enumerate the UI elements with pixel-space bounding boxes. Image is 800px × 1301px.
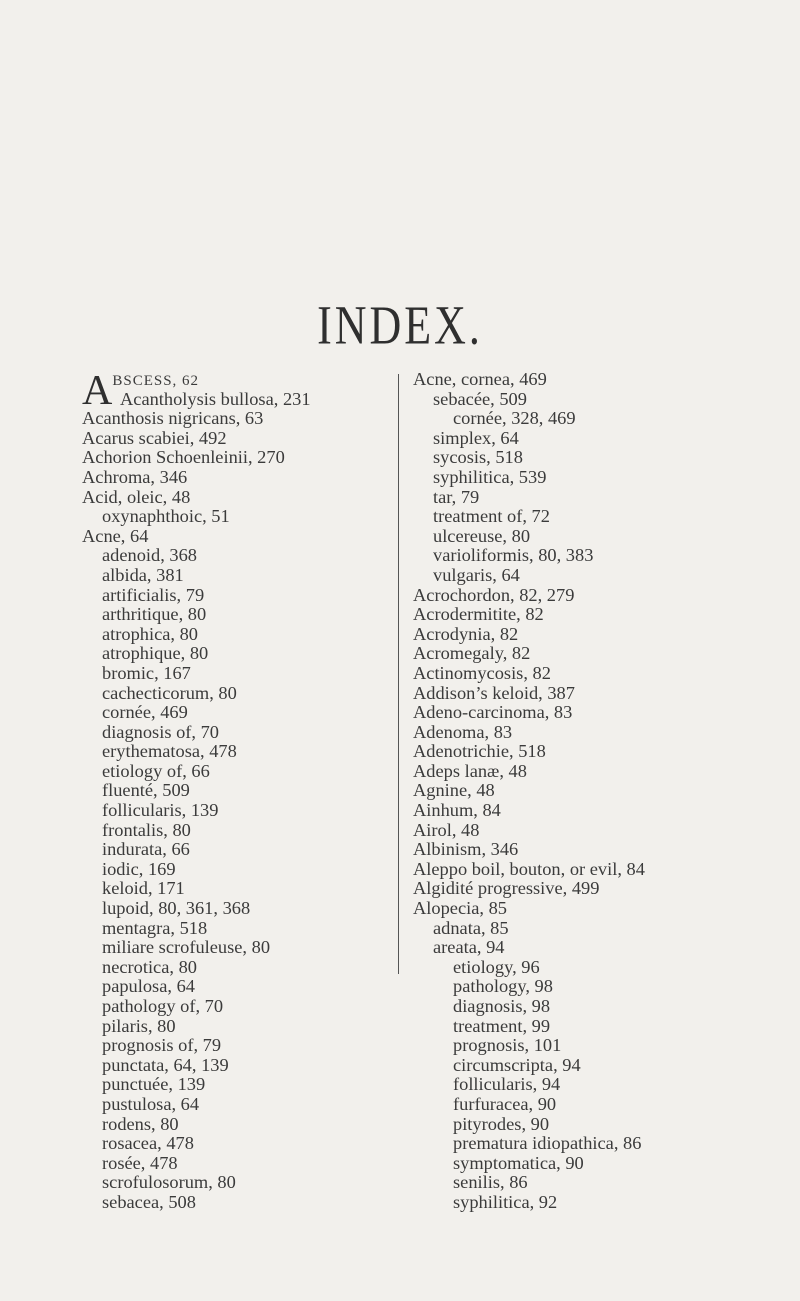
index-entry: Adeno-carcinoma, 83 [413, 702, 573, 723]
index-subentry: pilaris, 80 [102, 1015, 176, 1036]
index-entry: Algidité progressive, 499 [413, 878, 600, 899]
index-subentry: sycosis, 518 [433, 447, 523, 468]
index-subentry: adnata, 85 [433, 917, 509, 938]
column-divider [398, 374, 399, 974]
index-subentry: follicularis, 139 [102, 800, 219, 821]
index-subentry: bromic, 167 [102, 662, 191, 683]
index-subentry: treatment, 99 [453, 1015, 551, 1036]
index-subentry: keloid, 171 [102, 878, 185, 899]
index-subentry: mentagra, 518 [102, 917, 208, 938]
index-subentry: cornée, 328, 469 [453, 408, 576, 429]
index-subentry: furfuracea, 90 [453, 1093, 557, 1114]
index-subentry: artificialis, 79 [102, 584, 205, 605]
index-subentry: follicularis, 94 [453, 1074, 561, 1095]
page-title: INDEX. [317, 294, 483, 357]
index-entry: Acrodermitite, 82 [413, 604, 544, 625]
index-subentry: diagnosis, 98 [453, 996, 551, 1016]
index-entry: Adenoma, 83 [413, 721, 513, 742]
index-subentry: punctata, 64, 139 [102, 1054, 229, 1075]
index-entry: Aleppo boil, bouton, or evil, 84 [413, 858, 645, 879]
index-entry: Achroma, 346 [82, 466, 188, 487]
index-entry-list [82, 409, 394, 1212]
index-subentry: pustulosa, 64 [102, 1093, 200, 1114]
index-subentry: cornée, 469 [102, 702, 188, 723]
index-subentry: prematura idiopathica, 86 [453, 1133, 642, 1154]
index-subentry: varioliformis, 80, 383 [433, 545, 594, 566]
index-subentry: indurata, 66 [102, 839, 190, 860]
index-subentry: scrofulosorum, 80 [102, 1172, 236, 1193]
index-entry: Acarus scabiei, 492 [82, 427, 227, 448]
index-entry-list [413, 370, 798, 1213]
index-column-left [82, 370, 394, 1213]
index-subentry: pathology of, 70 [102, 996, 224, 1016]
index-entry: Adenotrichie, 518 [413, 741, 546, 762]
index-subentry: etiology of, 66 [102, 760, 210, 781]
drop-cap: A [82, 368, 113, 414]
index-entry: Acrodynia, 82 [413, 623, 519, 644]
index-subentry: erythematosa, 478 [102, 741, 237, 762]
index-entry: Acrochordon, 82, 279 [413, 584, 575, 605]
index-subentry: simplex, 64 [433, 427, 519, 448]
index-subentry: tar, 79 [433, 486, 480, 507]
index-subentry: frontalis, 80 [102, 819, 191, 840]
index-subentry: atrophica, 80 [102, 623, 199, 644]
index-subentry: necrotica, 80 [102, 956, 197, 977]
index-subentry: diagnosis of, 70 [102, 721, 219, 742]
index-subentry: vulgaris, 64 [433, 564, 520, 585]
index-entry: Acanthosis nigricans, 63 [82, 408, 264, 429]
index-entry: Acromegaly, 82 [413, 643, 531, 664]
index-subentry: ulcereuse, 80 [433, 525, 531, 546]
index-subentry: pathology, 98 [453, 976, 553, 997]
index-subentry: areata, 94 [433, 937, 505, 958]
index-subentry: albida, 381 [102, 564, 184, 585]
index-subentry: rosacea, 478 [102, 1133, 194, 1154]
index-subentry: atrophique, 80 [102, 643, 209, 664]
index-subentry: circumscripta, 94 [453, 1054, 581, 1075]
index-subentry: prognosis, 101 [453, 1035, 562, 1056]
index-subentry: miliare scrofuleuse, 80 [102, 937, 271, 958]
index-subentry: iodic, 169 [102, 858, 176, 879]
index-subentry: syphilitica, 539 [433, 466, 547, 487]
index-subentry: senilis, 86 [453, 1172, 528, 1193]
index-subentry: oxynaphthoic, 51 [102, 506, 230, 527]
index-subentry: etiology, 96 [453, 956, 540, 977]
index-subentry: fluenté, 509 [102, 780, 190, 801]
index-subentry: arthritique, 80 [102, 604, 207, 625]
entry-text: BSCESS, 62 [112, 373, 200, 389]
index-subentry: symptomatica, 90 [453, 1152, 584, 1173]
index-subentry: adenoid, 368 [102, 545, 197, 566]
index-subentry: syphilitica, 92 [453, 1191, 558, 1212]
index-entry: Acantholysis bullosa, 231 [120, 388, 311, 409]
index-column-right [413, 370, 798, 1213]
index-entry: Ainhum, 84 [413, 800, 501, 821]
index-entry: Airol, 48 [413, 819, 480, 840]
index-subentry: rosée, 478 [102, 1152, 178, 1173]
index-subentry: pityrodes, 90 [453, 1113, 550, 1134]
index-subentry: lupoid, 80, 361, 368 [102, 898, 251, 919]
index-subentry: prognosis of, 79 [102, 1035, 222, 1056]
index-subentry: punctuée, 139 [102, 1074, 206, 1095]
index-subentry: sebacea, 508 [102, 1191, 196, 1212]
index-subentry: papulosa, 64 [102, 976, 195, 997]
index-entry: Addison’s keloid, 387 [413, 682, 575, 703]
index-entry: Alopecia, 85 [413, 898, 507, 919]
index-entry: Acne, 64 [82, 525, 149, 546]
index-entry: Acid, oleic, 48 [82, 486, 191, 507]
index-entry: Agnine, 48 [413, 780, 495, 801]
index-entry: Acne, cornea, 469 [413, 369, 547, 389]
index-subentry: treatment of, 72 [433, 506, 550, 527]
index-subentry: cachecticorum, 80 [102, 682, 237, 703]
index-subentry: sebacée, 509 [433, 388, 527, 409]
index-entry: Actinomycosis, 82 [413, 662, 551, 683]
index-subentry: rodens, 80 [102, 1113, 179, 1134]
index-entry: Achorion Schoenleinii, 270 [82, 447, 285, 468]
index-entry: Albinism, 346 [413, 839, 519, 860]
index-entry: Adeps lanæ, 48 [413, 760, 527, 781]
